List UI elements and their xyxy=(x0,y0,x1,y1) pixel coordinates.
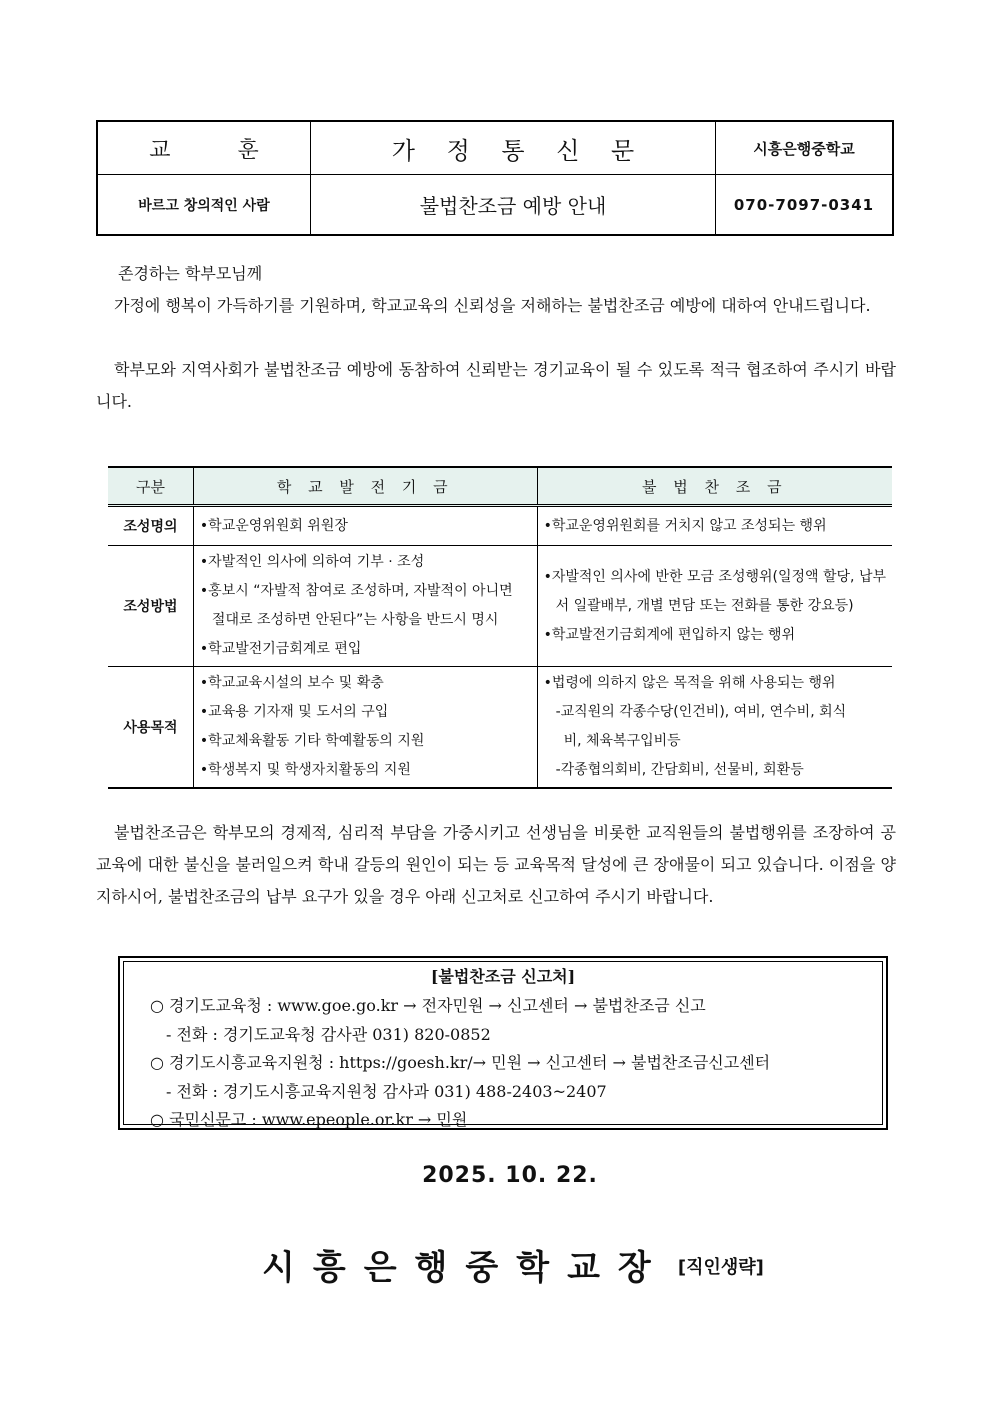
cell-line: -각종협의회비, 간담회비, 선물비, 회환등 xyxy=(555,762,804,778)
school-motto: 바르고 창의적인 사람 xyxy=(97,175,311,236)
school-name: 시흥은행중학교 xyxy=(716,121,894,175)
cell-line: •학교발전기금회계에 편입하지 않는 행위 xyxy=(543,626,796,643)
illegal-cell xyxy=(537,546,892,667)
fund-cell xyxy=(193,506,537,546)
report-line: ○ 경기도교육청 : www.goe.go.kr → 전자민원 → 신고센터 → 불법찬조금 신고 xyxy=(150,996,706,1015)
row-category: 조성명의 xyxy=(108,506,193,546)
document-subject: 불법찬조금 예방 안내 xyxy=(311,175,716,236)
cell-line: •자발적인 의사에 의하여 기부 · 조성 xyxy=(199,554,425,570)
fund-cell xyxy=(193,546,537,667)
table-row xyxy=(108,546,892,667)
cell-line: •학교발전기금회계로 편입 xyxy=(199,641,362,657)
cell-line: •학교교육시설의 보수 및 확충 xyxy=(199,675,384,691)
cell-line: 서 일괄배부, 개별 면담 또는 전화를 통한 강요등) xyxy=(555,597,854,614)
column-header-fund: 학 교 발 전 기 금 xyxy=(193,467,537,506)
signature-block xyxy=(262,1240,764,1289)
report-line: ○ 국민신문고 : www.epeople.or.kr → 민원 xyxy=(150,1110,468,1129)
report-box-inner xyxy=(123,961,883,1129)
document-title: 가 정 통 신 문 xyxy=(311,121,716,175)
column-header-illegal: 불 법 찬 조 금 xyxy=(537,467,892,506)
cell-line: 절대로 조성하면 안된다”는 사항을 반드시 명시 xyxy=(211,612,499,628)
cell-line: •교육용 기자재 및 도서의 구입 xyxy=(199,704,389,720)
warning-paragraph: 불법찬조금은 학부모의 경제적, 심리적 부담을 가중시키고 선생님을 비롯한 교직원들의 불법행위를 조장하여 공교육에 대한 불신을 불러일으켜 학내 갈등의 원인이 되는 등 교육목적 달성에 큰 장애물이 되고 있습니다. 이점을 양지하시어, 불법찬조금의 납부 요구가 있을 경우 아래 신고처로 신고하여 주시기 바랍니다. xyxy=(96,823,896,906)
motto-heading: 교 훈 xyxy=(97,121,311,175)
row-category: 사용목적 xyxy=(108,667,193,789)
cell-line: •자발적인 의사에 반한 모금 조성행위(일정액 할당, 납부 xyxy=(543,568,886,585)
cell-line: -교직원의 각종수당(인건비), 여비, 연수비, 회식 xyxy=(555,704,847,720)
cell-line: 비, 체육복구입비등 xyxy=(563,733,681,749)
table-row xyxy=(108,506,892,546)
cell-line: •학생복지 및 학생자치활동의 지원 xyxy=(199,762,411,778)
cell-line: •홍보시 “자발적 참여로 조성하며, 자발적이 아니면 xyxy=(199,583,513,599)
table-row xyxy=(108,667,892,789)
document-date: 2025. 10. 22. xyxy=(422,1163,598,1188)
seal-omitted-note: [직인생략] xyxy=(677,1257,764,1278)
illegal-cell xyxy=(537,506,892,546)
comparison-table xyxy=(108,466,892,789)
table-header-row xyxy=(108,467,892,506)
cell-line: •학교운영위원회를 거치지 않고 조성되는 행위 xyxy=(543,517,827,534)
column-header-category: 구분 xyxy=(108,467,193,506)
principal-title: 시흥은행중학교장 xyxy=(262,1248,669,1288)
row-category: 조성방법 xyxy=(108,546,193,667)
fund-cell xyxy=(193,667,537,789)
cell-line: •학교체육활동 기타 학예활동의 지원 xyxy=(199,733,425,749)
report-line: ○ 경기도시흥교육지원청 : https://goesh.kr/→ 민원 → 신고센터 → 불법찬조금신고센터 xyxy=(150,1053,771,1072)
cell-line: •학교운영위원회 위원장 xyxy=(199,517,348,534)
report-line: - 전화 : 경기도시흥교육지원청 감사과 031) 488-2403~2407 xyxy=(166,1081,607,1101)
school-phone: 070-7097-0341 xyxy=(716,175,894,236)
intro-paragraph-1: 가정에 행복이 가득하기를 기원하며, 학교교육의 신뢰성을 저해하는 불법찬조금 예방에 대하여 안내드립니다. xyxy=(114,296,871,315)
intro-paragraph-2: 학부모와 지역사회가 불법찬조금 예방에 동참하여 신뢰받는 경기교육이 될 수 있도록 적극 협조하여 주시기 바랍니다. xyxy=(96,360,896,411)
greeting: 존경하는 학부모님께 xyxy=(118,264,263,283)
report-box xyxy=(118,956,888,1130)
header-table xyxy=(96,120,894,236)
cell-line: •법령에 의하지 않은 목적을 위해 사용되는 행위 xyxy=(543,675,836,691)
report-line: - 전화 : 경기도교육청 감사관 031) 820-0852 xyxy=(166,1024,491,1044)
illegal-cell xyxy=(537,667,892,789)
report-box-title: [불법찬조금 신고처] xyxy=(430,967,576,986)
